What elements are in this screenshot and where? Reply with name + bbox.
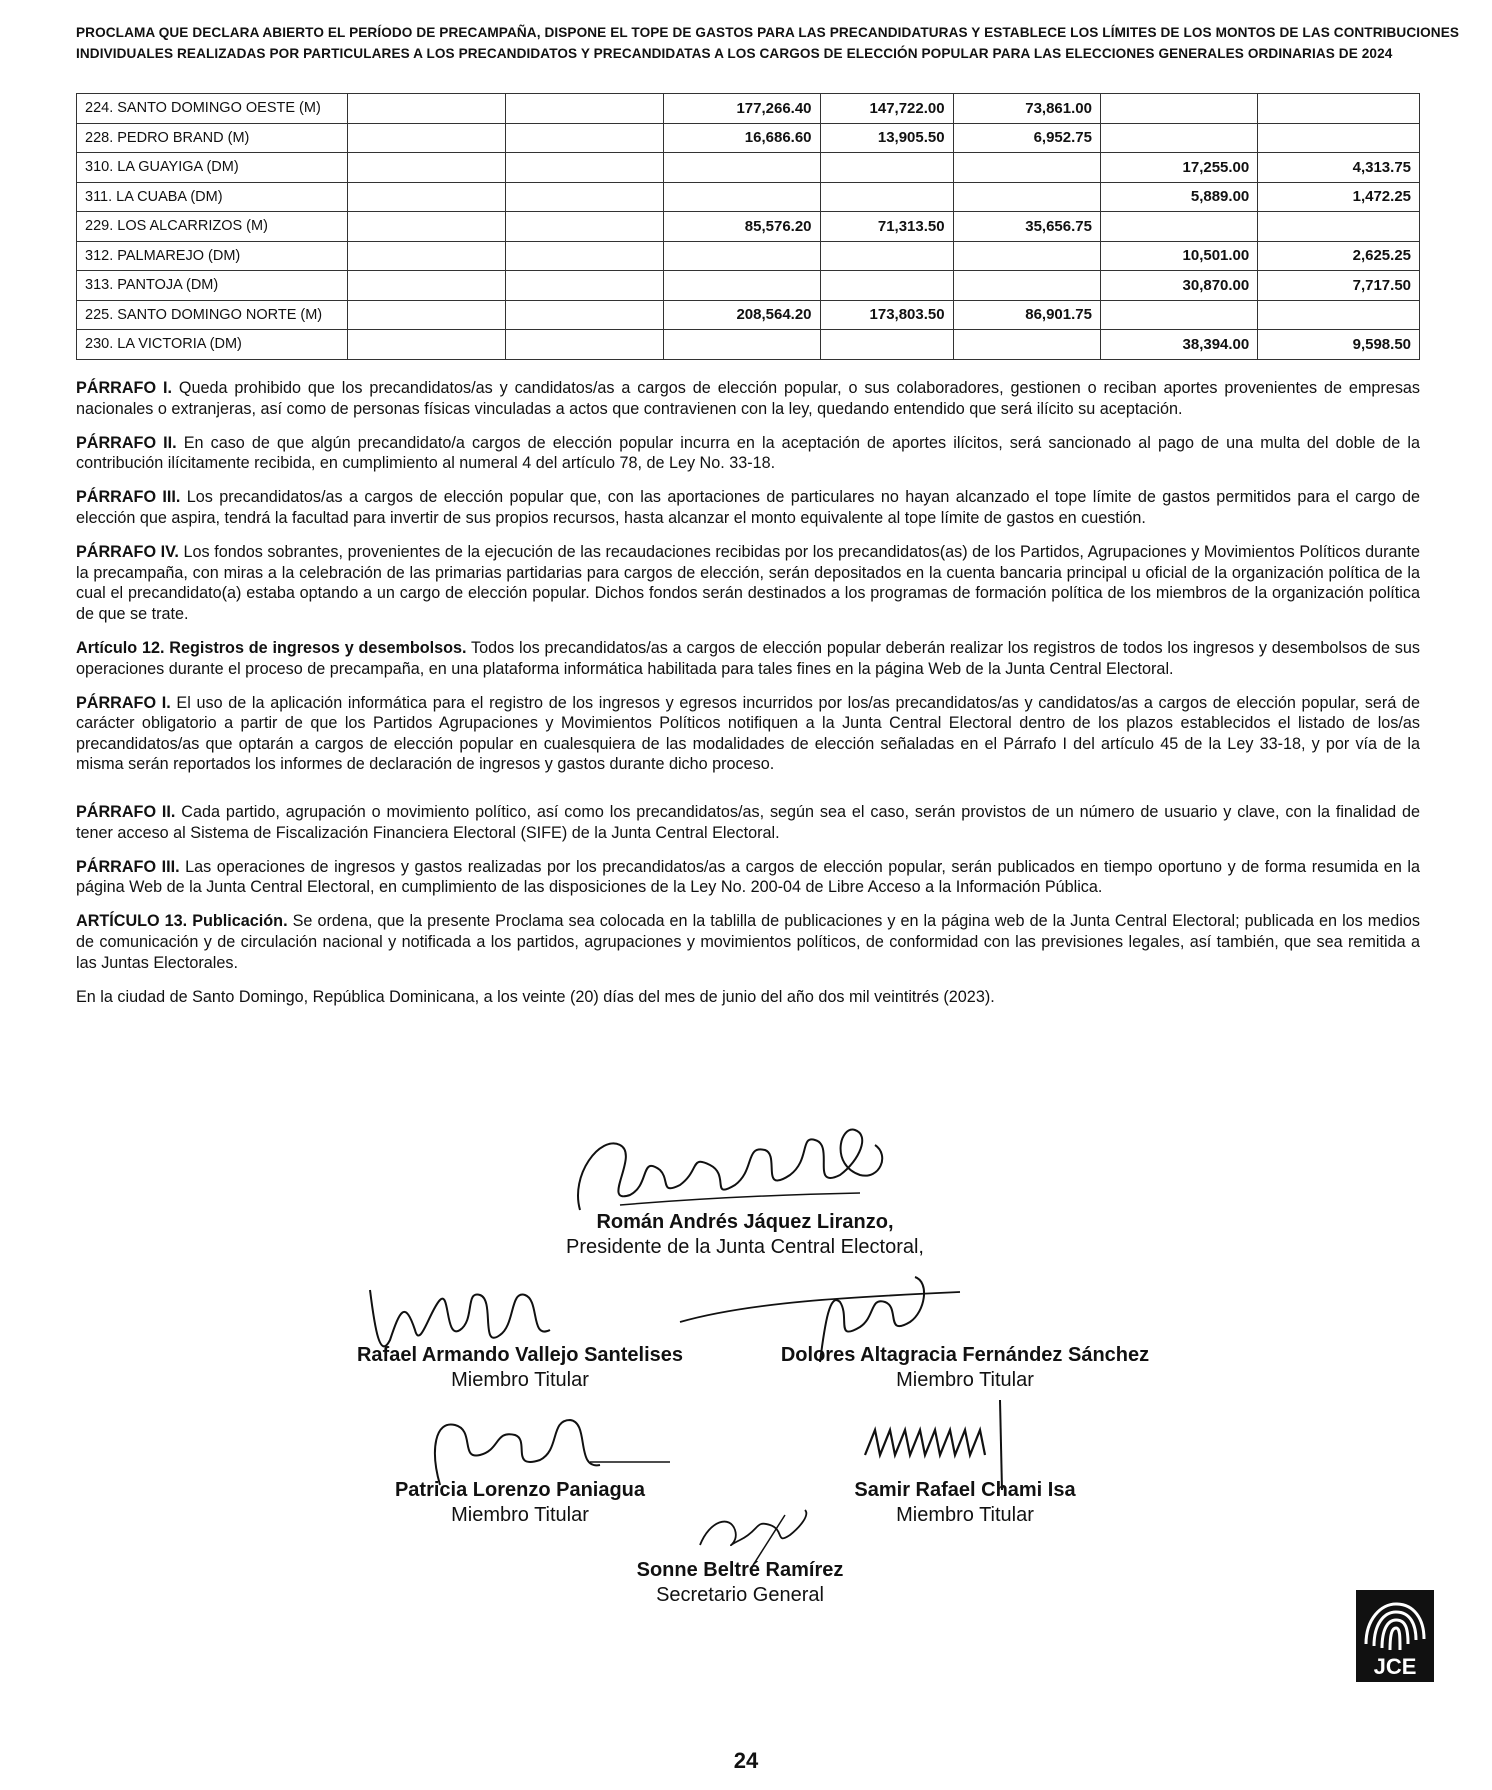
value-cell: 13,905.50 [820,123,953,153]
paragraph: PÁRRAFO I. El uso de la aplicación informática para el registro de los ingresos y egresos incurridos por los/as precandidatos/as y candidatos/as a cargos de elección popular, será de carácter obligatorio a partir de que los Partidos Agrupaciones y Movimientos Políticos notifiquen a la Junta Central Electoral dentro de los plazos establecidos el listado de los/as precandidatos/as que optarán a cargos de elección popular en cualesquiera de las modalidades de elección señaladas en el Párrafo I del artículo 45 de la Ley 33-18, y por vía de la misma serán reportados los informes de declaración de ingresos y gastos durante dicho proceso. [76,693,1421,774]
row-name-cell: 313. PANTOJA (DM) [77,271,348,301]
value-cell: 177,266.40 [664,94,820,124]
signatory-role: Miembro Titular [451,1369,589,1391]
row-name-cell: 229. LOS ALCARRIZOS (M) [77,212,348,242]
value-cell: 208,564.20 [664,300,820,330]
row-name-cell: 225. SANTO DOMINGO NORTE (M) [77,300,348,330]
header-line-2: INDIVIDUALES REALIZADAS POR PARTICULARES A LOS PRECANDIDATOS Y PRECANDIDATAS A LOS CARGOS DE ELECCIÓN POPULAR PARA LAS ELECCIONES GENERALES ORDINARIAS DE 2024 [76,46,1393,61]
blank-cell [347,271,505,301]
blank-cell [347,212,505,242]
blank-cell [347,94,505,124]
signatory-president [500,1210,990,1260]
value-cell: 35,656.75 [953,212,1100,242]
signatory-role: Miembro Titular [896,1369,1034,1391]
value-cell [1100,123,1257,153]
blank-cell [347,182,505,212]
value-cell [664,271,820,301]
blank-cell [347,330,505,360]
table-row [77,241,1420,271]
value-cell [1258,94,1420,124]
row-name-cell: 312. PALMAREJO (DM) [77,241,348,271]
signatory-member-2 [755,1343,1175,1393]
table-row [77,123,1420,153]
signatory-name: Patricia Lorenzo Paniagua [394,1479,646,1501]
value-cell: 9,598.50 [1258,330,1420,360]
value-cell [1258,123,1420,153]
table-row [77,182,1420,212]
value-cell [953,271,1100,301]
blank-cell [347,300,505,330]
jce-logo [1356,1590,1434,1682]
value-cell: 30,870.00 [1100,271,1257,301]
value-cell [664,182,820,212]
blank-cell [505,330,663,360]
value-cell [820,182,953,212]
value-cell [953,182,1100,212]
signatory-role: Secretario General [656,1584,824,1606]
paragraph: ARTÍCULO 13. Publicación. Se ordena, que la presente Proclama sea colocada en la tablilla de publicaciones y en la página web de la Junta Central Electoral; publicada en los medios de comunicación y de circulación nacional y notificada a los partidos, agrupaciones y movimientos políticos, de conformidad con las previsiones legales, así también, que sea remitida a las Juntas Electorales. [76,912,1420,972]
blank-cell [505,271,663,301]
value-cell [820,271,953,301]
table-row [77,300,1420,330]
budget-table [76,93,1420,360]
signatory-name: Román Andrés Jáquez Liranzo, [596,1211,894,1233]
value-cell [1100,94,1257,124]
blank-cell [347,123,505,153]
table-row [77,153,1420,183]
row-name-cell: 311. LA CUABA (DM) [77,182,348,212]
document-header [76,22,1460,64]
signatory-role: Presidente de la Junta Central Electoral, [566,1236,924,1258]
signatory-name: Sonne Beltré Ramírez [636,1559,844,1581]
value-cell: 16,686.60 [664,123,820,153]
page-number: 24 [733,1748,759,1773]
blank-cell [505,182,663,212]
value-cell: 6,952.75 [953,123,1100,153]
logo-text: JCE [1373,1654,1417,1679]
value-cell [820,241,953,271]
paragraph: PÁRRAFO IV. Los fondos sobrantes, provenientes de la ejecución de las recaudaciones recibidas por los precandidatos(as) de los Partidos, Agrupaciones y Movimientos Políticos durante la precampaña, con miras a la celebración de las primarias partidarias para cargos de elección, serán depositados en la cuenta bancaria principal u oficial de la organización política de la cual el precandidato(a) estaba optando a un cargo de elección popular. Dichos fondos serán destinados a los programas de formación política de los miembros de la organización política de que se trate. [76,543,1420,623]
value-cell [664,330,820,360]
signatory-secretary [590,1558,890,1608]
blank-cell [347,153,505,183]
signatory-role: Miembro Titular [896,1504,1034,1526]
value-cell: 86,901.75 [953,300,1100,330]
value-cell: 38,394.00 [1100,330,1257,360]
row-name-cell: 224. SANTO DOMINGO OESTE (M) [77,94,348,124]
blank-cell [505,94,663,124]
signatory-member-3 [320,1478,720,1528]
value-cell [664,153,820,183]
value-cell: 71,313.50 [820,212,953,242]
signatory-name: Dolores Altagracia Fernández Sánchez [780,1344,1150,1366]
paragraph: PÁRRAFO I. Queda prohibido que los precandidatos/as y candidatos/as a cargos de elección popular, o sus colaboradores, gestionen o reciban aportes provenientes de empresas nacionales o extranjeras, así como de personas físicas vinculadas a actos que contravienen con la ley, quedando entendido que será ilícito su aceptación. [76,379,1421,418]
value-cell: 147,722.00 [820,94,953,124]
value-cell: 2,625.25 [1258,241,1420,271]
paragraph: PÁRRAFO III. Las operaciones de ingresos y gastos realizadas por los precandidatos/as a cargos de elección popular, serán publicados en tiempo oportuno y de forma resumida en la página Web de la Junta Central Electoral, en cumplimiento de las disposiciones de la Ley No. 200-04 de Libre Acceso a la Información Pública. [76,857,1420,897]
signatory-role: Miembro Titular [451,1504,589,1526]
header-line-1: PROCLAMA QUE DECLARA ABIERTO EL PERÍODO DE PRECAMPAÑA, DISPONE EL TOPE DE GASTOS PARA LAS PRECANDIDATURAS Y ESTABLECE LOS LÍMITES DE LOS MONTOS DE LAS CONTRIBUCIONES [76,25,1460,40]
table-row [77,212,1420,242]
paragraph: PÁRRAFO II. En caso de que algún precandidato/a cargos de elección popular incurra en la aceptación de aportes ilícitos, será sancionado al pago de una multa del doble de la contribución ilícitamente recibida, en cumplimiento al numeral 4 del artículo 78, de Ley No. 33-18. [76,433,1420,473]
row-name-cell: 310. LA GUAYIGA (DM) [77,153,348,183]
value-cell: 10,501.00 [1100,241,1257,271]
blank-cell [505,212,663,242]
value-cell [1258,212,1420,242]
value-cell: 4,313.75 [1258,153,1420,183]
value-cell [1100,300,1257,330]
signatory-name: Samir Rafael Chami Isa [854,1479,1076,1501]
value-cell: 5,889.00 [1100,182,1257,212]
row-name-cell: 230. LA VICTORIA (DM) [77,330,348,360]
table-row [77,94,1420,124]
table-row [77,330,1420,360]
signatory-member-4 [765,1478,1165,1528]
value-cell [1100,212,1257,242]
signatory-name: Rafael Armando Vallejo Santelises [356,1344,684,1366]
paragraph: Artículo 12. Registros de ingresos y desembolsos. Todos los precandidatos/as a cargos de elección popular deberán realizar los registros de todos los ingresos y desembolsos de sus operaciones durante el proceso de precampaña, en una plataforma informática habilitada para tales fines en la página Web de la Junta Central Electoral. [76,638,1421,678]
paragraph: PÁRRAFO II. Cada partido, agrupación o movimiento político, así como los precandidatos/as, según sea el caso, serán provistos de un número de usuario y clave, con la finalidad de tener acceso al Sistema de Fiscalización Financiera Electoral (SIFE) de la Junta Central Electoral. [76,803,1420,842]
value-cell [953,330,1100,360]
row-name-cell: 228. PEDRO BRAND (M) [77,123,348,153]
value-cell: 17,255.00 [1100,153,1257,183]
value-cell: 73,861.00 [953,94,1100,124]
paragraph: PÁRRAFO III. Los precandidatos/as a cargos de elección popular que, con las aportaciones de particulares no hayan alcanzado el tope límite de gastos permitidos para el cargo de elección que aspira, tendrá la facultad para invertir de sus propios recursos, hasta alcanzar el monto equivalente al tope límite de gastos en cuestión. [76,488,1420,527]
value-cell [820,330,953,360]
blank-cell [505,123,663,153]
value-cell: 1,472.25 [1258,182,1420,212]
table-row [77,271,1420,301]
document-body [76,378,1420,1021]
blank-cell [505,300,663,330]
value-cell [953,241,1100,271]
value-cell [1258,300,1420,330]
blank-cell [505,241,663,271]
fingerprint-icon [1356,1594,1434,1658]
value-cell: 7,717.50 [1258,271,1420,301]
value-cell [953,153,1100,183]
signatory-member-1 [300,1343,740,1393]
value-cell: 173,803.50 [820,300,953,330]
value-cell [820,153,953,183]
value-cell: 85,576.20 [664,212,820,242]
blank-cell [347,241,505,271]
value-cell [664,241,820,271]
paragraph: En la ciudad de Santo Domingo, República Dominicana, a los veinte (20) días del mes de junio del año dos mil veintitrés (2023). [76,987,995,1006]
blank-cell [505,153,663,183]
